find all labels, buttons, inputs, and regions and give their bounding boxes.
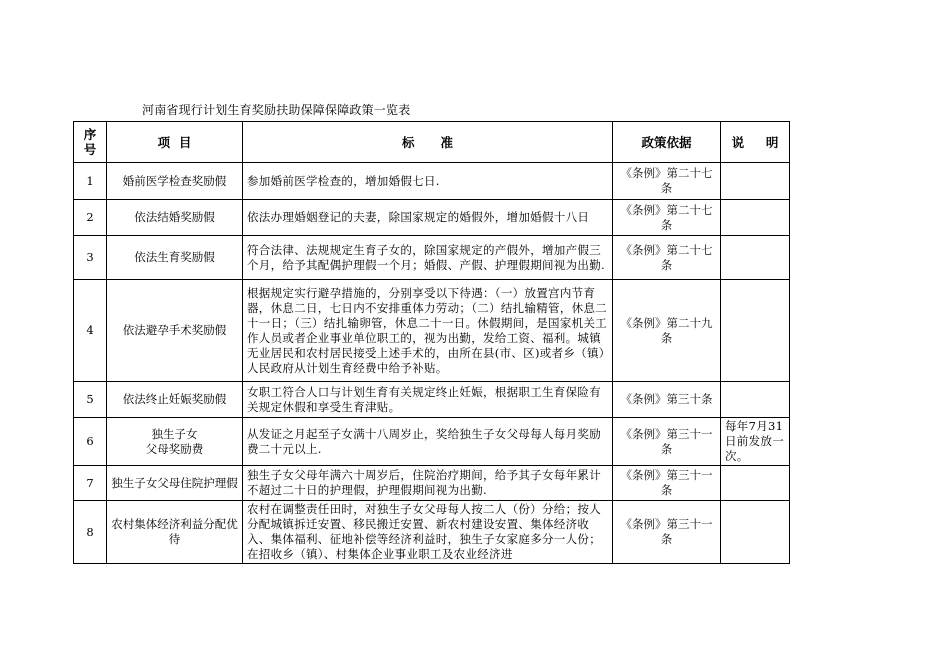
row-num: 4 bbox=[74, 280, 107, 382]
table-row bbox=[74, 466, 790, 501]
header-standard: 标 准 bbox=[243, 122, 613, 163]
row-basis: 《条例》第二十七条 bbox=[613, 200, 721, 236]
row-item: 农村集体经济利益分配优待 bbox=[107, 501, 243, 564]
row-note bbox=[721, 501, 790, 564]
row-item bbox=[107, 418, 243, 466]
row-basis: 《条例》第三十一条 bbox=[613, 418, 721, 466]
document-title: 河南省现行计划生育奖励扶助保障保障政策一览表 bbox=[142, 103, 411, 117]
row-standard: 根据规定实行避孕措施的，分别享受以下待遇：（一）放置宫内节育器，休息二日，七日内不安排重体力劳动；（二）结扎输精管，休息二十一日；（三）结扎输卵管，休息二十一日。休假期间，是国家机关工作人员或者企业事业单位职工的，视为出勤，发给工资、福利。城镇无业居民和农村居民接受上述手术的，由所在县(市、区)或者乡（镇）人民政府从计划生育经费中给予补贴。 bbox=[243, 280, 613, 382]
row-num: 6 bbox=[74, 418, 107, 466]
row-note bbox=[721, 280, 790, 382]
row-item-line: 父母奖励费 bbox=[145, 441, 204, 456]
row-note bbox=[721, 200, 790, 236]
row-note bbox=[721, 163, 790, 200]
table-row bbox=[74, 418, 790, 466]
table-row bbox=[74, 382, 790, 418]
row-basis: 《条例》第二十九条 bbox=[613, 280, 721, 382]
row-num: 5 bbox=[74, 382, 107, 418]
row-item: 依法避孕手术奖励假 bbox=[107, 280, 243, 382]
row-item-line: 独生子女 bbox=[151, 426, 198, 441]
row-item: 独生子女父母住院护理假 bbox=[107, 466, 243, 501]
row-standard: 独生子女父母年满六十周岁后，住院治疗期间，给予其子女每年累计不超过二十日的护理假，护理假期间视为出勤. bbox=[243, 466, 613, 501]
header-basis: 政策依据 bbox=[613, 122, 721, 163]
row-standard: 农村在调整责任田时，对独生子女父母每人按二人（份）分给；按人分配城镇拆迁安置、移民搬迁安置、新农村建设安置、集体经济收入、集体福利、征地补偿等经济利益时，独生子女家庭多分一人份；在招收乡（镇）、村集体企业事业职工及农业经济进 bbox=[243, 501, 613, 564]
table-row bbox=[74, 501, 790, 564]
table-row bbox=[74, 163, 790, 200]
row-item: 依法终止妊娠奖励假 bbox=[107, 382, 243, 418]
policy-table bbox=[73, 121, 790, 564]
row-note bbox=[721, 466, 790, 501]
row-standard: 依法办理婚姻登记的夫妻，除国家规定的婚假外，增加婚假十八日 bbox=[243, 200, 613, 236]
row-num: 7 bbox=[74, 466, 107, 501]
row-num: 8 bbox=[74, 501, 107, 564]
row-item: 婚前医学检查奖励假 bbox=[107, 163, 243, 200]
table-header-row bbox=[74, 122, 790, 163]
row-standard: 女职工符合人口与计划生育有关规定终止妊娠，根据职工生育保险有关规定休假和享受生育津贴。 bbox=[243, 382, 613, 418]
header-note: 说 明 bbox=[721, 122, 790, 163]
row-note bbox=[721, 382, 790, 418]
table-row bbox=[74, 280, 790, 382]
row-item: 依法生育奖励假 bbox=[107, 236, 243, 280]
table-row bbox=[74, 236, 790, 280]
row-standard: 参加婚前医学检查的，增加婚假七日. bbox=[243, 163, 613, 200]
row-basis: 《条例》第二十七条 bbox=[613, 236, 721, 280]
row-basis: 《条例》第三十一条 bbox=[613, 466, 721, 501]
row-basis: 《条例》第二十七条 bbox=[613, 163, 721, 200]
row-item: 依法结婚奖励假 bbox=[107, 200, 243, 236]
row-basis: 《条例》第三十条 bbox=[613, 382, 721, 418]
row-standard: 符合法律、法规规定生育子女的，除国家规定的产假外，增加产假三个月，给予其配偶护理假一个月；婚假、产假、护理假期间视为出勤. bbox=[243, 236, 613, 280]
row-standard: 从发证之月起至子女满十八周岁止，奖给独生子女父母每人每月奖励费二十元以上. bbox=[243, 418, 613, 466]
row-num: 2 bbox=[74, 200, 107, 236]
row-note bbox=[721, 236, 790, 280]
row-num: 3 bbox=[74, 236, 107, 280]
header-num: 序号 bbox=[74, 122, 107, 163]
header-item: 项 目 bbox=[107, 122, 243, 163]
row-note: 每年7月31日前发放一次。 bbox=[721, 418, 790, 466]
row-num: 1 bbox=[74, 163, 107, 200]
row-basis: 《条例》第三十一条 bbox=[613, 501, 721, 564]
table-row bbox=[74, 200, 790, 236]
